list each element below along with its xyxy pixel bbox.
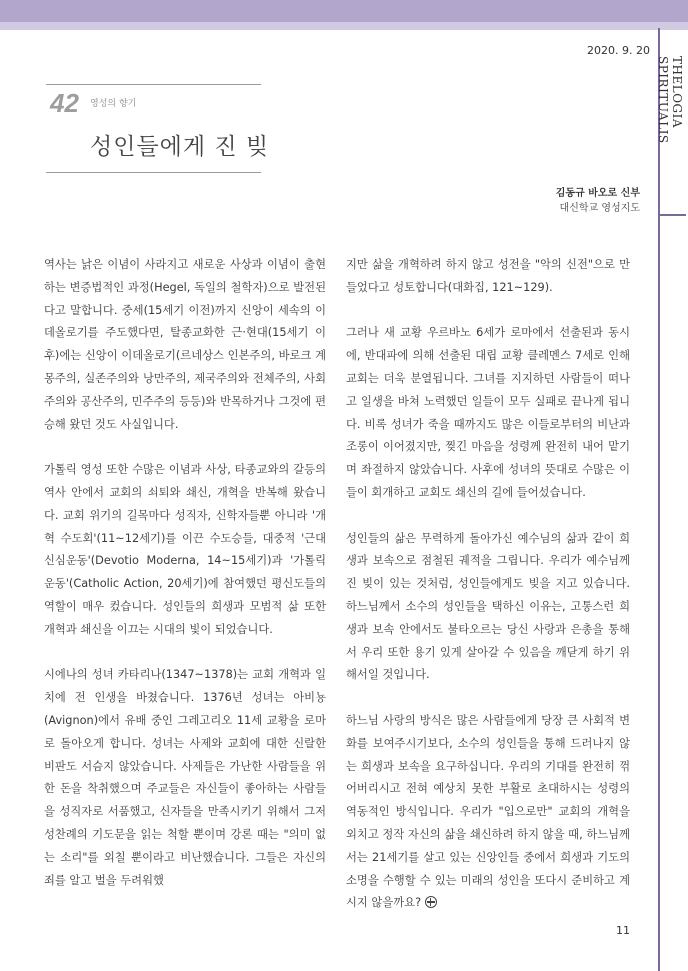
body-paragraph: 지만 삶을 개혁하려 하지 않고 성전을 "악의 신전"으로 만들었다고 성토합니다(대화집, 121~129). — [346, 258, 630, 294]
side-title-rule — [660, 214, 686, 216]
right-margin-rule — [658, 28, 660, 971]
body-column-left — [44, 254, 326, 915]
side-running-title: THELOGIA SPIRITUALIS — [656, 56, 684, 144]
body-paragraph-text: 하느님 사랑의 방식은 많은 사람들에게 당장 큰 사회적 변화를 보여주시기보다, 소수의 성인들을 통해 드러나지 않는 희생과 보속을 요구하십니다. 우리의 기대를 완전히 꺾어버리시고 전혀 예상치 못한 부활로 초대하시는 성령의 역동적인 방식입니다. 우리가 "입으로만" 교회의 개혁을 외치고 정작 자신의 삶을 쇄신하려 하지 않을 때, 하느님께서는 21세기를 살고 있는 신앙인들 중에서 희생과 기도의 소명을 수행할 수 있는 미래의 성인을 또다시 준비하고 계시지 않을까요? — [346, 713, 630, 910]
body-paragraph: 시에나의 성녀 카타리나(1347~1378)는 교회 개혁과 일치에 전 인생을 바쳤습니다. 1376년 성녀는 아비뇽(Avignon)에서 유배 중인 그레고리오 11세 교황을 로마로 돌아오게 합니다. 성녀는 사제와 교회에 대한 신랄한 비판도 서슴지 않았습니다. 사제들은 가난한 사람들을 위한 돈을 착취했으며 주교들은 자신들이 좋아하는 사람들을 성직자로 서품했고, 신자들을 만족시키기 위해서 그저 성찬례의 기도문을 읽는 척할 뿐이며 강론 때는 "의미 없는 소리"를 외칠 뿐이라고 비난했습니다. 그들은 자신의 죄를 알고 벌을 두려워했 — [44, 668, 326, 887]
cross-circle-icon — [425, 896, 437, 908]
author-role: 대신학교 영성지도 — [559, 203, 640, 214]
heading-rule-bottom — [46, 172, 261, 173]
issue-date: 2020. 9. 20 — [587, 44, 650, 57]
page-number: 11 — [616, 924, 630, 937]
body-paragraph-last — [346, 710, 630, 915]
body-column-right — [346, 254, 630, 938]
author-name: 김동규 바오로 신부 — [555, 188, 640, 199]
body-paragraph: 역사는 낡은 이념이 사라지고 새로운 사상과 이념이 출현하는 변증법적인 과정(Hegel, 독일의 철학자)으로 발전된다고 말합니다. 중세(15세기 이전)까지 신앙이 세속의 이데올로기를 주도했다면, 탈종교화한 근·현대(15세기 이후)에는 신앙이 이데올로기(르네상스 인본주의, 바로크 계몽주의, 실존주의와 낭만주의, 제국주의와 전체주의, 사회주의와 공산주의, 민주주의 등등)와 반목하거나 그것에 편승해 왔던 것도 사실입니다. — [44, 258, 326, 431]
body-paragraph: 가톨릭 영성 또한 수많은 이념과 사상, 타종교와의 갈등의 역사 안에서 교회의 쇠퇴와 쇄신, 개혁을 반복해 왔습니다. 교회 위기의 길목마다 성직자, 신학자들뿐 아니라 '개혁 수도회'(11~12세기)를 이끈 수도승들, 대중적 '근대 신심운동'(Devotio Moderna, 14~15세기)과 '가톨릭 운동'(Catholic Action, 20세기)에 참여했던 평신도들의 역할이 매우 컸습니다. 성인들의 희생과 모범적 삶 또한 개혁과 쇄신을 이끄는 시대의 빛이 되었습니다. — [44, 463, 326, 636]
heading-rule-top — [46, 84, 261, 85]
column-series-name: 영성의 향기 — [90, 99, 137, 109]
column-number: 42 — [50, 88, 79, 118]
top-color-band-light — [0, 22, 688, 30]
body-paragraph: 성인들의 삶은 무력하게 돌아가신 예수님의 삶과 같이 희생과 보속으로 점철된 궤적을 그립니다. 우리가 예수님께 진 빚이 있는 것처럼, 성인들에게도 빚을 지고 있습니다. 하느님께서 소수의 성인들을 택하신 이유는, 고통스런 희생과 보속 안에서도 불타오르는 당신 사랑과 은총을 통해서 우리 또한 용기 있게 살아갈 수 있음을 깨닫게 하기 위해서일 것입니다. — [346, 531, 630, 682]
article-title: 성인들에게 진 빚 — [90, 134, 270, 160]
body-paragraph: 그러나 새 교황 우르바노 6세가 로마에서 선출된과 동시에, 반대파에 의해 선출된 대립 교황 클레멘스 7세로 인해 교회는 더욱 분열됩니다. 그녀를 지지하던 사람들이 떠나고 일생을 바쳐 노력했던 일들이 모두 실패로 끝나게 됩니다. 비록 성녀가 죽을 때까지도 많은 이들로부터의 비난과 조롱이 이어졌지만, 찢긴 마음을 성령께 완전히 내어 맡기며 좌절하지 않았습니다. 사후에 성녀의 뜻대로 수많은 이들이 회개하고 교회도 쇄신의 길에 들어섰습니다. — [346, 326, 630, 499]
